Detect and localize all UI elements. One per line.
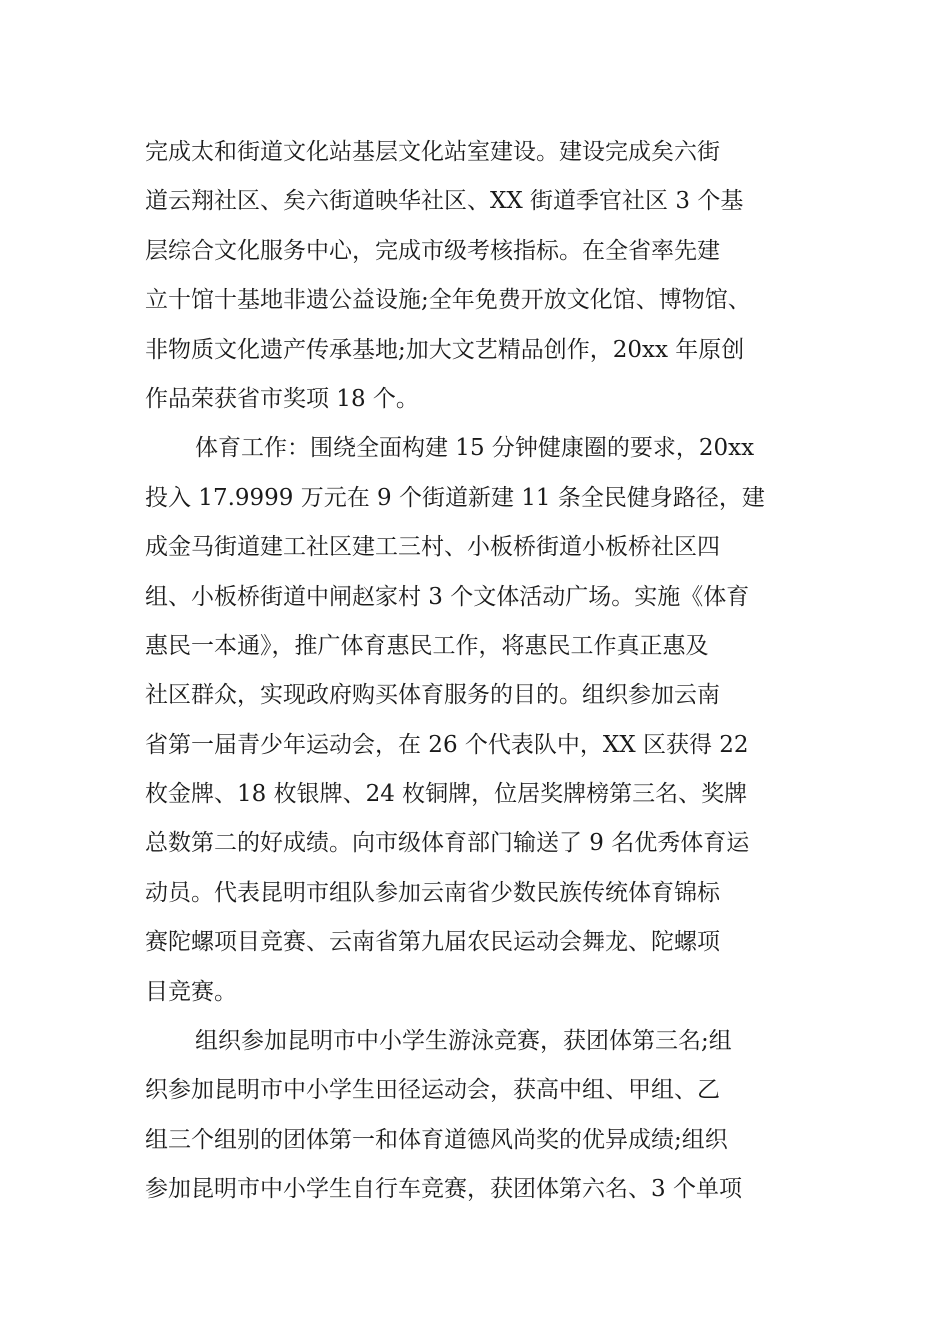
text-line: 道云翔社区、矣六街道映华社区、XX 街道季官社区 3 个基 xyxy=(145,188,744,215)
text-line: 目竞赛。 xyxy=(145,978,237,1005)
paragraph-start-line: 体育工作：围绕全面构建 15 分钟健康圈的要求，20xx xyxy=(195,435,755,462)
text-line: 社区群众，实现政府购买体育服务的目的。组织参加云南 xyxy=(145,682,720,709)
text-line: 非物质文化遗产传承基地;加大文艺精品创作，20xx 年原创 xyxy=(145,336,745,363)
text-line: 动员。代表昆明市组队参加云南省少数民族传统体育锦标 xyxy=(145,879,720,906)
text-line: 惠民一本通》，推广体育惠民工作，将惠民工作真正惠及 xyxy=(145,632,709,659)
document-body xyxy=(145,128,835,1215)
text-line: 组、小板桥街道中闸赵家村 3 个文体活动广场。实施《体育 xyxy=(145,583,750,610)
text-line: 织参加昆明市中小学生田径运动会，获高中组、甲组、乙 xyxy=(145,1077,720,1104)
text-line: 立十馆十基地非遗公益设施;全年免费开放文化馆、博物馆、 xyxy=(145,287,751,314)
text-line: 成金马街道建工社区建工三村、小板桥街道小板桥社区四 xyxy=(145,534,720,561)
text-line: 投入 17.9999 万元在 9 个街道新建 11 条全民健身路径，建 xyxy=(145,484,765,511)
text-line: 完成太和街道文化站基层文化站室建设。建设完成矣六街 xyxy=(145,139,720,165)
paragraph-start-line: 组织参加昆明市中小学生游泳竞赛，获团体第三名;组 xyxy=(195,1028,732,1055)
text-line: 总数第二的好成绩。向市级体育部门输送了 9 名优秀体育运 xyxy=(145,830,750,857)
text-line: 枚金牌、18 枚银牌、24 枚铜牌，位居奖牌榜第三名、奖牌 xyxy=(145,781,748,808)
text-line: 参加昆明市中小学生自行车竞赛，获团体第六名、3 个单项 xyxy=(145,1176,742,1203)
text-line: 赛陀螺项目竞赛、云南省第九届农民运动会舞龙、陀螺项 xyxy=(145,929,720,956)
text-line: 层综合文化服务中心，完成市级考核指标。在全省率先建 xyxy=(145,237,720,264)
text-line: 作品荣获省市奖项 18 个。 xyxy=(145,385,419,412)
text-line: 省第一届青少年运动会，在 26 个代表队中，XX 区获得 22 xyxy=(145,731,749,758)
text-line: 组三个组别的团体第一和体育道德风尚奖的优异成绩;组织 xyxy=(145,1126,728,1153)
